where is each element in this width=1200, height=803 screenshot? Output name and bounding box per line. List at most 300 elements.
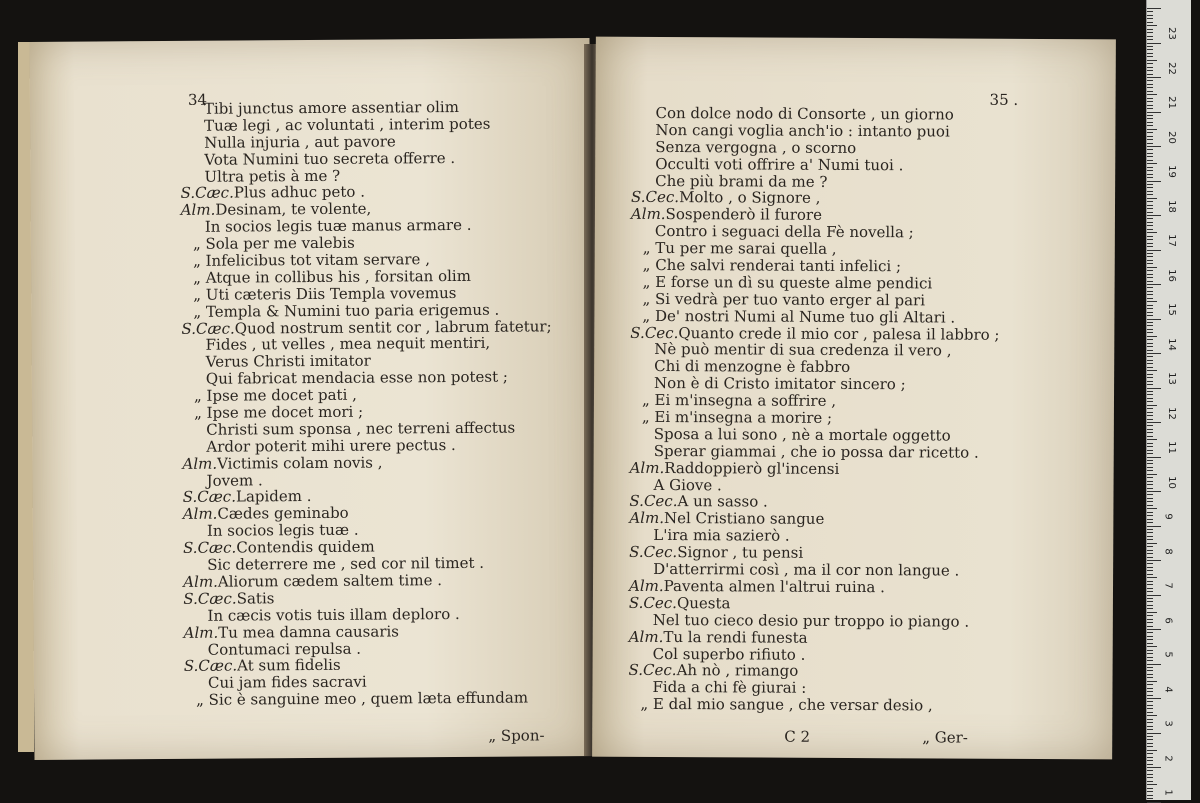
ruler-number: 11 (1165, 441, 1177, 454)
ruler-tick (1147, 802, 1161, 803)
line-text: Tibi junctus amore assentiar olim (203, 97, 459, 118)
line-text: Tu mea damna causaris (218, 622, 400, 642)
ruler-tick (1147, 91, 1153, 92)
ruler-tick (1147, 674, 1153, 675)
ruler-tick (1147, 105, 1153, 106)
line-text: Non è di Cristo imitator sincero ; (654, 374, 906, 394)
ruler-number: 12 (1165, 406, 1177, 420)
line-text: „ Ipse me docet pati , (193, 385, 357, 405)
ruler-tick (1147, 588, 1153, 589)
ruler-tick (1147, 29, 1153, 30)
ruler-tick (1147, 419, 1153, 420)
line-text: Nel tuo cieco desio pur troppo io piango . (652, 610, 970, 631)
speaker-label: S.Cæc. (182, 488, 237, 507)
ruler-tick (1147, 474, 1157, 475)
ruler-tick (1147, 287, 1153, 288)
ruler-tick (1147, 601, 1153, 602)
ruler-tick (1147, 684, 1153, 685)
ruler-number: 19 (1165, 165, 1177, 178)
catchword-left: „ Spon- (488, 726, 545, 745)
ruler-tick (1147, 139, 1153, 140)
speaker-label: S.Cec. (629, 542, 678, 562)
ruler-tick (1147, 443, 1153, 444)
ruler-tick (1147, 339, 1153, 340)
line-text: Questa (676, 593, 731, 613)
ruler-number: 5 (1162, 651, 1174, 658)
ruler-tick (1147, 53, 1153, 54)
ruler-tick (1147, 136, 1153, 137)
ruler-tick (1147, 94, 1157, 95)
ruler-tick (1147, 284, 1161, 285)
ruler-tick (1147, 336, 1157, 337)
ruler-tick (1147, 305, 1153, 306)
ruler-tick (1147, 63, 1153, 64)
speaker-label: Alm. (629, 458, 665, 477)
line-text: Col superbo rifiuto . (652, 644, 806, 664)
line-text: Sperar giammai , che io possa dar ricetto . (653, 441, 979, 462)
line-text: Occulti voti offrire a' Numi tuoi . (655, 154, 904, 174)
text-line (182, 369, 552, 388)
ruler-tick (1147, 770, 1153, 771)
speaker-label: S.Cæc. (180, 183, 234, 203)
ruler-tick (1147, 777, 1153, 778)
ruler-tick (1147, 384, 1153, 385)
ruler-tick (1147, 160, 1153, 161)
line-text: Verus Christi imitator (205, 351, 371, 372)
ruler-tick (1147, 115, 1153, 116)
ruler-tick (1147, 722, 1153, 723)
line-text: Ultra petis à me ? (204, 166, 341, 186)
line-text: Jovem . (206, 470, 263, 490)
ruler-tick (1147, 494, 1153, 495)
ruler-tick (1147, 319, 1161, 320)
ruler-tick (1147, 146, 1161, 147)
ruler-tick (1147, 481, 1153, 482)
ruler-tick (1147, 446, 1153, 447)
ruler-tick (1147, 688, 1153, 689)
ruler-tick (1147, 453, 1153, 454)
ruler-tick (1147, 374, 1153, 375)
ruler-tick (1147, 156, 1153, 157)
ruler-tick (1147, 608, 1153, 609)
ruler-tick (1147, 122, 1153, 123)
ruler-tick (1147, 505, 1153, 506)
ruler-tick (1147, 553, 1153, 554)
ruler-number: 20 (1165, 130, 1177, 144)
ruler-tick (1147, 39, 1153, 40)
ruler-tick (1147, 526, 1161, 527)
ruler-tick (1147, 212, 1153, 213)
line-text: Tu la rendi funesta (663, 627, 808, 647)
ruler-tick (1147, 595, 1161, 596)
speaker-label: Alm. (183, 623, 219, 642)
ruler-tick (1147, 267, 1157, 268)
ruler-tick (1147, 8, 1161, 9)
line-text: Contumaci repulsa . (207, 639, 362, 659)
line-text: Fida a chi fè giurai : (652, 678, 807, 698)
ruler-tick (1147, 660, 1153, 661)
ruler-tick (1147, 726, 1153, 727)
ruler-tick (1147, 394, 1153, 395)
ruler-tick (1147, 222, 1153, 223)
ruler-tick (1147, 757, 1153, 758)
ruler-tick (1147, 619, 1153, 620)
ruler-tick (1147, 32, 1153, 33)
ruler-tick (1147, 681, 1157, 682)
ruler-tick (1147, 698, 1161, 699)
ruler-tick (1147, 398, 1153, 399)
ruler-tick (1147, 246, 1153, 247)
ruler-tick (1147, 405, 1157, 406)
ruler-tick (1147, 774, 1153, 775)
line-text: Cædes geminabo (217, 504, 349, 524)
left-page (30, 38, 595, 760)
ruler-tick (1147, 701, 1153, 702)
line-text: „ Che salvi renderai tanti infelici ; (642, 255, 902, 276)
ruler-tick (1147, 125, 1153, 126)
ruler-tick (1147, 274, 1153, 275)
speaker-label: Alm. (628, 576, 664, 595)
line-text: „ Sic è sanguine meo , quem læta effundam (196, 688, 529, 709)
ruler-number: 6 (1162, 616, 1174, 624)
ruler-tick (1147, 667, 1153, 668)
ruler-tick (1147, 260, 1153, 261)
catchword-right: „ Ger- (922, 728, 968, 747)
line-text: In cæcis votis tuis illam deploro . (207, 604, 460, 625)
ruler-tick (1147, 539, 1153, 540)
ruler-tick (1147, 174, 1153, 175)
ruler-tick (1147, 736, 1153, 737)
ruler-tick (1147, 350, 1153, 351)
ruler-tick (1147, 550, 1153, 551)
ruler-tick (1147, 243, 1153, 244)
ruler-tick (1147, 301, 1157, 302)
ruler-tick (1147, 567, 1153, 568)
ruler-tick (1147, 184, 1153, 185)
ruler-tick (1147, 294, 1153, 295)
ruler-tick (1147, 56, 1153, 57)
ruler-tick (1147, 695, 1153, 696)
ruler-tick (1147, 70, 1153, 71)
line-text: Tuæ legi , ac voluntati , interim potes (204, 114, 491, 135)
ruler-tick (1147, 353, 1161, 354)
ruler-tick (1147, 653, 1153, 654)
speaker-label: Alm. (182, 454, 218, 473)
ruler-tick (1147, 225, 1153, 226)
ruler-tick (1147, 664, 1161, 665)
ruler-tick (1147, 532, 1153, 533)
ruler-tick (1147, 315, 1153, 316)
ruler-tick (1147, 163, 1157, 164)
ruler-tick (1147, 346, 1153, 347)
line-text: Victimis colam novis , (217, 453, 383, 473)
ruler-tick (1147, 143, 1153, 144)
line-text: In socios legis tuæ manus armare . (204, 216, 472, 236)
line-text: Molto , o Signore , (679, 188, 821, 208)
ruler-tick (1147, 670, 1153, 671)
speaker-label: S.Cec. (629, 492, 678, 511)
line-text: „ Uti cæteris Diis Templa vovemus (193, 283, 457, 304)
ruler-tick (1147, 650, 1153, 651)
text-line (184, 689, 554, 708)
ruler-tick (1147, 708, 1153, 709)
ruler-tick (1147, 584, 1153, 585)
ruler-number: 15 (1165, 303, 1177, 316)
ruler-tick (1147, 98, 1153, 99)
ruler-tick (1147, 77, 1161, 78)
ruler-tick (1147, 715, 1157, 716)
ruler-tick (1147, 515, 1153, 516)
ruler-tick (1147, 422, 1161, 423)
ruler-tick (1147, 574, 1153, 575)
line-text: Contendis quidem (236, 537, 375, 557)
measuring-ruler (1146, 0, 1191, 800)
ruler-tick (1147, 377, 1153, 378)
line-text: Chi di menzogne è fabbro (654, 357, 851, 377)
ruler-tick (1147, 615, 1153, 616)
ruler-tick (1147, 467, 1153, 468)
line-text: Lapidem . (235, 487, 312, 507)
ruler-tick (1147, 329, 1153, 330)
line-text: Satis (236, 589, 275, 608)
ruler-tick (1147, 18, 1153, 19)
ruler-tick (1147, 788, 1153, 789)
ruler-tick (1147, 739, 1153, 740)
line-text: Vota Numini tuo secreta offerre . (204, 148, 456, 169)
ruler-tick (1147, 764, 1153, 765)
line-text: Fides , ut velles , mea nequit mentiri, (205, 334, 491, 355)
ruler-tick (1147, 232, 1157, 233)
ruler-tick (1147, 22, 1153, 23)
line-text: „ Ipse me docet mori ; (194, 402, 364, 422)
line-text: Sposa a lui sono , nè a mortale oggetto (653, 424, 951, 445)
ruler-tick (1147, 298, 1153, 299)
line-text: „ Sola per me valebis (192, 233, 355, 253)
ruler-tick (1147, 363, 1153, 364)
speaker-label: S.Cæc. (181, 319, 235, 338)
ruler-tick (1147, 612, 1157, 613)
ruler-tick (1147, 529, 1153, 530)
line-text: Paventa almen l'altrui ruina . (663, 576, 885, 597)
ruler-tick (1147, 149, 1153, 150)
line-text: Signor , tu pensi (677, 543, 804, 562)
ruler-tick (1147, 191, 1153, 192)
line-text: A un sasso . (677, 492, 768, 512)
line-text: Quanto crede il mio cor , palesa il labbro ; (678, 323, 1000, 344)
ruler-tick (1147, 67, 1153, 68)
line-text: Cui jam fides sacravi (207, 672, 367, 693)
ruler-tick (1147, 401, 1153, 402)
line-text: „ E forse un dì su queste alme pendici (642, 272, 933, 293)
ruler-tick (1147, 570, 1153, 571)
line-text: Qui fabricat mendacia esse non potest ; (205, 367, 508, 388)
line-text: Sic deterrere me , sed cor nil timet . (207, 553, 485, 574)
right-text-block (628, 105, 1000, 715)
ruler-tick (1147, 118, 1153, 119)
ruler-tick (1147, 643, 1153, 644)
ruler-tick (1147, 281, 1153, 282)
speaker-label: Alm. (180, 201, 216, 220)
ruler-number: 2 (1162, 754, 1174, 762)
text-line (628, 696, 997, 715)
line-text: „ E dal mio sangue , che versar desio , (640, 695, 933, 715)
ruler-tick (1147, 591, 1153, 592)
line-text: At sum fidelis (237, 656, 341, 675)
line-text: Raddoppierò gl'incensi (664, 458, 840, 478)
speaker-label: S.Cec. (628, 661, 677, 680)
ruler-tick (1147, 129, 1157, 130)
ruler-tick (1147, 215, 1161, 216)
ruler-tick (1147, 746, 1153, 747)
ruler-tick (1147, 108, 1153, 109)
ruler-tick (1147, 194, 1153, 195)
ruler-tick (1147, 356, 1153, 357)
line-text: Nel Cristiano sangue (663, 509, 825, 529)
ruler-tick (1147, 11, 1153, 12)
ruler-tick (1147, 719, 1153, 720)
ruler-tick (1147, 677, 1153, 678)
ruler-tick (1147, 767, 1161, 768)
line-text: Sospenderò il furore (665, 205, 823, 225)
ruler-tick (1147, 460, 1153, 461)
left-text-block (180, 98, 554, 709)
ruler-tick (1147, 491, 1161, 492)
ruler-tick (1147, 325, 1153, 326)
right-page (592, 37, 1116, 760)
ruler-tick (1147, 49, 1153, 50)
ruler-tick (1147, 270, 1153, 271)
ruler-tick (1147, 429, 1153, 430)
ruler-tick (1147, 187, 1153, 188)
ruler-tick (1147, 229, 1153, 230)
signature-mark: C 2 (784, 727, 811, 746)
open-book (18, 30, 1118, 765)
line-text: Senza vergogna , o scorno (655, 137, 857, 157)
speaker-label: S.Cec. (628, 593, 678, 612)
ruler-tick (1147, 657, 1153, 658)
ruler-tick (1147, 322, 1153, 323)
line-text: Che più brami da me ? (655, 171, 828, 191)
ruler-tick (1147, 691, 1153, 692)
ruler-tick (1147, 308, 1153, 309)
ruler-tick (1147, 795, 1153, 796)
ruler-tick (1147, 622, 1153, 623)
line-text: „ Tu per me sarai quella , (642, 239, 837, 259)
line-text: Contro i seguaci della Fè novella ; (654, 222, 914, 242)
ruler-tick (1147, 415, 1153, 416)
ruler-number: 14 (1165, 337, 1177, 351)
ruler-number: 13 (1165, 372, 1177, 385)
ruler-number: 3 (1162, 720, 1174, 727)
speaker-label: S.Cæc. (183, 589, 237, 608)
line-text: Quod nostrum sentit cor , labrum fatetur; (234, 316, 552, 338)
line-text: A Giove . (653, 475, 722, 494)
ruler-tick (1147, 536, 1153, 537)
ruler-number: 9 (1162, 513, 1174, 520)
ruler-tick (1147, 784, 1157, 785)
ruler-tick (1147, 629, 1161, 630)
ruler-tick (1147, 432, 1153, 433)
ruler-tick (1147, 484, 1153, 485)
ruler-tick (1147, 101, 1153, 102)
ruler-tick (1147, 436, 1153, 437)
ruler-tick (1147, 112, 1161, 113)
ruler-number: 22 (1165, 61, 1177, 75)
line-text: L'ira mia sazierò . (653, 526, 790, 545)
ruler-tick (1147, 167, 1153, 168)
ruler-tick (1147, 646, 1157, 647)
ruler-tick (1147, 218, 1153, 219)
line-text: „ Infelicibus tot vitam servare , (192, 250, 431, 270)
ruler-number: 1 (1162, 789, 1174, 796)
ruler-tick (1147, 605, 1153, 606)
ruler-tick (1147, 239, 1153, 240)
line-text: „ Si vedrà per tuo vanto erger al pari (642, 289, 926, 310)
ruler-tick (1147, 598, 1153, 599)
ruler-tick (1147, 153, 1153, 154)
ruler-tick (1147, 760, 1153, 761)
ruler-tick (1147, 343, 1153, 344)
ruler-tick (1147, 463, 1153, 464)
ruler-tick (1147, 43, 1161, 44)
line-text: Plus adhuc peto . (233, 183, 366, 202)
line-text: In socios legis tuæ . (206, 520, 359, 541)
ruler-tick (1147, 46, 1153, 47)
speaker-label: Alm. (183, 572, 218, 591)
ruler-tick (1147, 25, 1157, 26)
ruler-tick (1147, 170, 1153, 171)
ruler-tick (1147, 15, 1153, 16)
ruler-tick (1147, 256, 1153, 257)
ruler-tick (1147, 412, 1153, 413)
ruler-number: 21 (1165, 96, 1177, 109)
ruler-tick (1147, 626, 1153, 627)
ruler-tick (1147, 208, 1153, 209)
line-text: Christi sum sponsa , nec terreni affectus (206, 418, 516, 439)
ruler-tick (1147, 425, 1153, 426)
ruler-tick (1147, 201, 1153, 202)
speaker-label: Alm. (182, 505, 218, 524)
ruler-tick (1147, 560, 1161, 561)
ruler-tick (1147, 577, 1157, 578)
ruler-tick (1147, 791, 1153, 792)
ruler-tick (1147, 84, 1153, 85)
ruler-tick (1147, 508, 1157, 509)
line-text: Nè può mentir di sua credenza il vero , (654, 340, 952, 360)
ruler-number: 8 (1162, 547, 1174, 555)
ruler-tick (1147, 632, 1153, 633)
ruler-tick (1147, 177, 1153, 178)
ruler-number: 4 (1162, 685, 1174, 693)
ruler-tick (1147, 743, 1153, 744)
ruler-tick (1147, 312, 1153, 313)
ruler-tick (1147, 488, 1153, 489)
ruler-tick (1147, 457, 1161, 458)
speaker-label: S.Cec. (630, 323, 679, 342)
page-number-right: 35 . (989, 90, 1019, 109)
ruler-tick (1147, 253, 1153, 254)
ruler-tick (1147, 291, 1153, 292)
ruler-tick (1147, 36, 1153, 37)
ruler-tick (1147, 501, 1153, 502)
ruler-tick (1147, 563, 1153, 564)
line-text: „ Ei m'insegna a morire ; (641, 407, 833, 427)
ruler-tick (1147, 729, 1153, 730)
ruler-tick (1147, 781, 1153, 782)
ruler-tick (1147, 87, 1153, 88)
ruler-tick (1147, 236, 1153, 237)
ruler-tick (1147, 705, 1153, 706)
